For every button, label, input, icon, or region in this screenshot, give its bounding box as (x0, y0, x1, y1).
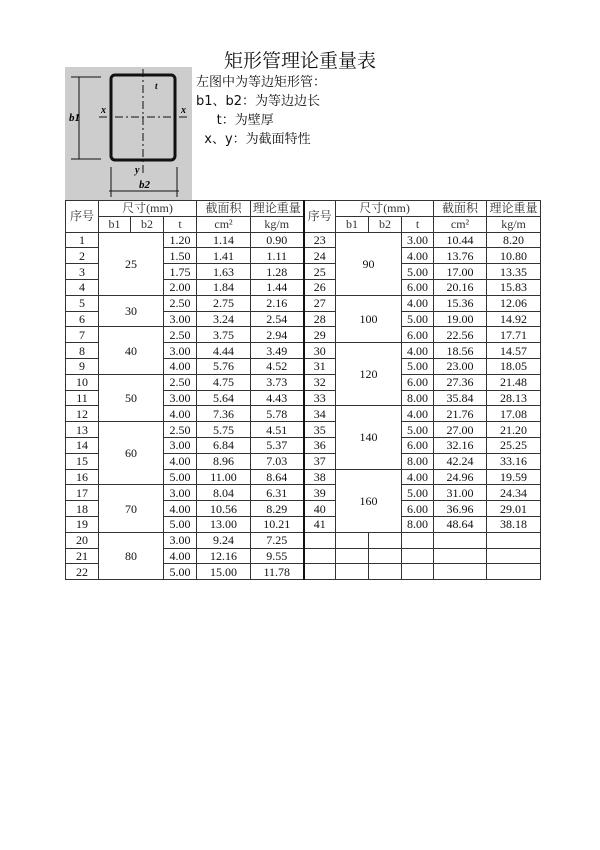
seq-cell: 13 (66, 422, 99, 438)
seq-cell: 22 (66, 564, 99, 580)
weight-cell: 2.16 (251, 295, 304, 311)
weight-cell: 17.08 (487, 406, 541, 422)
seq-cell: 35 (304, 422, 336, 438)
empty-cell (434, 564, 487, 580)
weight-cell: 6.31 (251, 485, 304, 501)
weight-cell: 10.80 (487, 248, 541, 264)
area-cell: 21.76 (434, 406, 487, 422)
area-cell: 5.76 (197, 358, 251, 374)
empty-cell (402, 564, 434, 580)
t-cell: 1.50 (164, 248, 197, 264)
seq-cell: 25 (304, 264, 336, 280)
area-cell: 5.64 (197, 390, 251, 406)
t-cell: 4.00 (164, 406, 197, 422)
weight-cell: 1.11 (251, 248, 304, 264)
header-size: 尺寸(mm) (99, 201, 197, 217)
weight-cell: 17.71 (487, 327, 541, 343)
area-cell: 8.96 (197, 453, 251, 469)
table-row (66, 532, 541, 548)
t-cell: 5.00 (402, 264, 434, 280)
seq-cell: 10 (66, 374, 99, 390)
header-weight: 理论重量 (251, 201, 304, 217)
header-area: 截面积 (197, 201, 251, 217)
t-cell: 5.00 (402, 485, 434, 501)
area-cell: 36.96 (434, 501, 487, 517)
seq-cell: 38 (304, 469, 336, 485)
t-cell: 6.00 (402, 437, 434, 453)
area-cell: 23.00 (434, 358, 487, 374)
area-cell: 3.24 (197, 311, 251, 327)
t-cell: 3.00 (402, 232, 434, 248)
area-cell: 18.56 (434, 343, 487, 359)
weight-cell: 25.25 (487, 437, 541, 453)
header-t: t (164, 216, 197, 232)
seq-cell: 32 (304, 374, 336, 390)
weight-cell: 7.03 (251, 453, 304, 469)
t-cell: 3.00 (164, 437, 197, 453)
empty-cell (434, 532, 487, 548)
t-cell: 6.00 (402, 327, 434, 343)
weight-cell: 28.13 (487, 390, 541, 406)
t-cell: 2.50 (164, 295, 197, 311)
weight-cell: 4.52 (251, 358, 304, 374)
b1-label: b1 (69, 112, 80, 124)
area-cell: 15.36 (434, 295, 487, 311)
weight-cell: 5.78 (251, 406, 304, 422)
seq-cell: 12 (66, 406, 99, 422)
seq-cell: 27 (304, 295, 336, 311)
area-cell: 1.41 (197, 248, 251, 264)
weight-cell: 3.73 (251, 374, 304, 390)
t-cell: 3.00 (164, 532, 197, 548)
b1-b2-cell: 160 (336, 469, 402, 532)
header-size-right: 尺寸(mm) (336, 201, 434, 217)
area-cell: 9.24 (197, 532, 251, 548)
t-cell: 2.50 (164, 422, 197, 438)
t-cell: 5.00 (164, 516, 197, 532)
weight-cell: 33.16 (487, 453, 541, 469)
t-cell: 8.00 (402, 390, 434, 406)
weight-cell: 38.18 (487, 516, 541, 532)
seq-cell: 31 (304, 358, 336, 374)
header-area-unit-right: cm² (434, 216, 487, 232)
seq-cell: 21 (66, 548, 99, 564)
weight-cell: 14.57 (487, 343, 541, 359)
area-cell: 8.04 (197, 485, 251, 501)
t-cell: 5.00 (402, 311, 434, 327)
seq-cell: 33 (304, 390, 336, 406)
seq-cell: 16 (66, 469, 99, 485)
weight-cell: 21.48 (487, 374, 541, 390)
t-cell: 6.00 (402, 501, 434, 517)
weight-cell: 2.94 (251, 327, 304, 343)
b1-b2-cell: 70 (99, 485, 164, 532)
header-weight-right: 理论重量 (487, 201, 541, 217)
weight-cell: 3.49 (251, 343, 304, 359)
area-cell: 10.56 (197, 501, 251, 517)
seq-cell: 2 (66, 248, 99, 264)
t-cell: 2.50 (164, 374, 197, 390)
header-weight-unit-right: kg/m (487, 216, 541, 232)
seq-cell: 28 (304, 311, 336, 327)
t-cell: 4.00 (402, 343, 434, 359)
seq-cell: 26 (304, 279, 336, 295)
note-line: 左图中为等边矩形管： (196, 75, 327, 90)
area-cell: 1.14 (197, 232, 251, 248)
seq-cell: 11 (66, 390, 99, 406)
empty-cell (369, 532, 402, 548)
header-b1: b1 (99, 216, 131, 232)
y-label: y (135, 165, 140, 176)
weight-cell: 7.25 (251, 532, 304, 548)
b1-b2-cell: 50 (99, 374, 164, 421)
t-cell: 2.50 (164, 327, 197, 343)
weight-cell: 1.44 (251, 279, 304, 295)
t-cell: 4.00 (164, 548, 197, 564)
seq-cell: 24 (304, 248, 336, 264)
weight-cell: 4.43 (251, 390, 304, 406)
empty-cell (336, 532, 369, 548)
weight-cell: 11.78 (251, 564, 304, 580)
area-cell: 42.24 (434, 453, 487, 469)
b1-b2-cell: 120 (336, 343, 402, 406)
weight-cell: 2.54 (251, 311, 304, 327)
seq-cell: 20 (66, 532, 99, 548)
seq-cell: 5 (66, 295, 99, 311)
seq-cell: 34 (304, 406, 336, 422)
area-cell: 12.16 (197, 548, 251, 564)
t-cell: 4.00 (164, 358, 197, 374)
header-t-right: t (402, 216, 434, 232)
empty-cell (487, 548, 541, 564)
seq-cell: 8 (66, 343, 99, 359)
x-label-left: x (101, 105, 106, 116)
area-cell: 3.75 (197, 327, 251, 343)
b1-b2-cell: 80 (99, 532, 164, 579)
note-line: b1、b2：为等边边长 (196, 94, 321, 109)
t-cell: 5.00 (402, 358, 434, 374)
table-row (66, 374, 541, 390)
t-cell: 3.00 (164, 485, 197, 501)
weight-cell: 10.21 (251, 516, 304, 532)
notes (196, 73, 326, 149)
t-cell: 1.75 (164, 264, 197, 280)
area-cell: 15.00 (197, 564, 251, 580)
weight-cell: 5.37 (251, 437, 304, 453)
seq-cell: 40 (304, 501, 336, 517)
b1-b2-cell: 60 (99, 422, 164, 485)
area-cell: 17.00 (434, 264, 487, 280)
weight-cell: 8.64 (251, 469, 304, 485)
area-cell: 6.84 (197, 437, 251, 453)
note-line: t：为壁厚 (196, 113, 274, 128)
header-b2: b2 (131, 216, 164, 232)
weight-cell: 18.05 (487, 358, 541, 374)
page-title: 矩形管理论重量表 (223, 50, 376, 72)
seq-cell: 41 (304, 516, 336, 532)
weight-cell: 1.28 (251, 264, 304, 280)
b1-b2-cell: 140 (336, 406, 402, 469)
seq-cell: 1 (66, 232, 99, 248)
seq-cell: 3 (66, 264, 99, 280)
seq-cell: 18 (66, 501, 99, 517)
area-cell: 27.36 (434, 374, 487, 390)
area-cell: 2.75 (197, 295, 251, 311)
t-cell: 5.00 (402, 422, 434, 438)
area-cell: 4.75 (197, 374, 251, 390)
area-cell: 11.00 (197, 469, 251, 485)
area-cell: 13.00 (197, 516, 251, 532)
seq-cell: 9 (66, 358, 99, 374)
header-area-unit: cm² (197, 216, 251, 232)
empty-cell (369, 548, 402, 564)
t-cell: 4.00 (402, 248, 434, 264)
empty-cell (304, 548, 336, 564)
seq-cell: 6 (66, 311, 99, 327)
header-weight-unit: kg/m (251, 216, 304, 232)
empty-cell (304, 532, 336, 548)
b1-b2-cell: 30 (99, 295, 164, 327)
area-cell: 27.00 (434, 422, 487, 438)
b1-b2-cell: 40 (99, 327, 164, 374)
weight-cell: 9.55 (251, 548, 304, 564)
area-cell: 13.76 (434, 248, 487, 264)
area-cell: 35.84 (434, 390, 487, 406)
empty-cell (487, 564, 541, 580)
weight-cell: 8.20 (487, 232, 541, 248)
b1-b2-cell: 100 (336, 295, 402, 342)
header-area-right: 截面积 (434, 201, 487, 217)
table-row (66, 422, 541, 438)
area-cell: 24.96 (434, 469, 487, 485)
b2-label: b2 (139, 179, 150, 191)
t-cell: 3.00 (164, 311, 197, 327)
t-cell: 4.00 (402, 406, 434, 422)
header-b1-right: b1 (336, 216, 369, 232)
area-cell: 31.00 (434, 485, 487, 501)
t-cell: 8.00 (402, 453, 434, 469)
weight-cell: 4.51 (251, 422, 304, 438)
t-cell: 5.00 (164, 564, 197, 580)
seq-cell: 17 (66, 485, 99, 501)
table-row (66, 232, 541, 248)
seq-cell: 23 (304, 232, 336, 248)
seq-cell: 29 (304, 327, 336, 343)
header-b2-right: b2 (369, 216, 402, 232)
weight-cell: 14.92 (487, 311, 541, 327)
weight-cell: 15.83 (487, 279, 541, 295)
t-cell: 2.00 (164, 279, 197, 295)
header-seq-right: 序号 (304, 201, 336, 233)
weight-cell: 24.34 (487, 485, 541, 501)
seq-cell: 14 (66, 437, 99, 453)
seq-cell: 36 (304, 437, 336, 453)
t-cell: 3.00 (164, 390, 197, 406)
t-cell: 6.00 (402, 279, 434, 295)
x-label-right: x (181, 105, 186, 116)
area-cell: 1.63 (197, 264, 251, 280)
area-cell: 10.44 (434, 232, 487, 248)
area-cell: 32.16 (434, 437, 487, 453)
weight-cell: 29.01 (487, 501, 541, 517)
weight-table (65, 200, 541, 580)
b1-b2-cell: 90 (336, 232, 402, 295)
weight-cell: 8.29 (251, 501, 304, 517)
area-cell: 19.00 (434, 311, 487, 327)
empty-cell (434, 548, 487, 564)
seq-cell: 4 (66, 279, 99, 295)
empty-cell (336, 564, 369, 580)
seq-cell: 37 (304, 453, 336, 469)
area-cell: 48.64 (434, 516, 487, 532)
t-cell: 4.00 (402, 469, 434, 485)
area-cell: 20.16 (434, 279, 487, 295)
table-row (66, 327, 541, 343)
t-cell: 4.00 (164, 501, 197, 517)
weight-cell: 19.59 (487, 469, 541, 485)
area-cell: 5.75 (197, 422, 251, 438)
empty-cell (487, 532, 541, 548)
t-cell: 5.00 (164, 469, 197, 485)
area-cell: 7.36 (197, 406, 251, 422)
seq-cell: 30 (304, 343, 336, 359)
weight-cell: 0.90 (251, 232, 304, 248)
t-cell: 8.00 (402, 516, 434, 532)
empty-cell (402, 532, 434, 548)
weight-cell: 13.35 (487, 264, 541, 280)
empty-cell (402, 548, 434, 564)
empty-cell (369, 564, 402, 580)
area-cell: 4.44 (197, 343, 251, 359)
seq-cell: 7 (66, 327, 99, 343)
header-seq: 序号 (66, 201, 99, 233)
empty-cell (304, 564, 336, 580)
seq-cell: 19 (66, 516, 99, 532)
weight-cell: 12.06 (487, 295, 541, 311)
t-cell: 6.00 (402, 374, 434, 390)
empty-cell (336, 548, 369, 564)
note-line: x、y：为截面特性 (196, 132, 311, 147)
seq-cell: 15 (66, 453, 99, 469)
table-row (66, 485, 541, 501)
weight-cell: 21.20 (487, 422, 541, 438)
t-cell: 4.00 (402, 295, 434, 311)
table-row (66, 295, 541, 311)
area-cell: 22.56 (434, 327, 487, 343)
t-cell: 3.00 (164, 343, 197, 359)
t-label: t (155, 81, 158, 91)
t-cell: 4.00 (164, 453, 197, 469)
rectangular-tube-diagram (65, 67, 192, 200)
area-cell: 1.84 (197, 279, 251, 295)
b1-b2-cell: 25 (99, 232, 164, 295)
t-cell: 1.20 (164, 232, 197, 248)
seq-cell: 39 (304, 485, 336, 501)
